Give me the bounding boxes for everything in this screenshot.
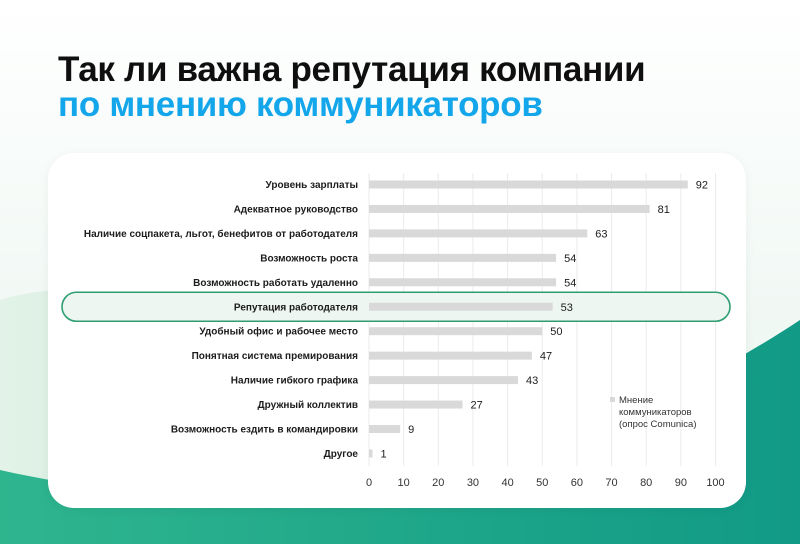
x-tick-label: 70 <box>605 477 618 489</box>
category-label: Репутация работодателя <box>233 302 358 314</box>
bar <box>369 181 688 189</box>
category-label: Наличие гибкого графика <box>230 375 358 387</box>
category-label: Наличие соцпакета, льгот, бенефитов от работодателя <box>83 228 358 240</box>
category-label: Возможность роста <box>260 253 358 265</box>
bar <box>369 401 463 409</box>
x-axis-ticks <box>366 477 725 489</box>
data-label: 50 <box>550 326 563 339</box>
x-tick-label: 90 <box>674 477 687 489</box>
legend-label: (опрос Comunica) <box>619 419 697 430</box>
data-label: 27 <box>470 399 483 412</box>
bar <box>369 229 587 237</box>
legend <box>610 395 696 430</box>
x-tick-label: 40 <box>501 477 514 489</box>
data-label: 53 <box>560 301 573 314</box>
category-label: Возможность работать удаленно <box>193 277 358 289</box>
bar <box>369 278 556 286</box>
bar <box>369 449 372 457</box>
x-tick-label: 20 <box>432 477 445 489</box>
category-label: Возможность ездить в командировки <box>170 424 358 436</box>
bar <box>369 205 650 213</box>
page-subtitle: по мнению коммуникаторов <box>58 85 543 124</box>
category-label: Другое <box>323 448 358 460</box>
data-label: 9 <box>408 424 415 436</box>
data-label: 92 <box>695 179 709 192</box>
data-label: 63 <box>595 228 608 241</box>
data-label: 43 <box>525 375 539 388</box>
legend-swatch <box>610 397 615 402</box>
category-label: Дружный коллектив <box>257 400 358 412</box>
x-tick-label: 80 <box>640 477 653 489</box>
legend-label: Мнение <box>619 395 654 406</box>
x-tick-label: 10 <box>397 477 410 489</box>
data-label: 54 <box>564 277 577 290</box>
x-tick-label: 60 <box>570 477 584 489</box>
bar <box>369 327 542 335</box>
data-label: 54 <box>564 252 577 265</box>
x-tick-label: 100 <box>706 477 725 489</box>
chart-card <box>48 153 746 508</box>
data-label: 81 <box>657 203 670 216</box>
bar-chart <box>48 153 746 508</box>
category-label: Понятная система премирования <box>191 351 358 363</box>
bar <box>369 352 532 360</box>
category-label: Адекватное руководство <box>233 204 358 216</box>
data-label: 47 <box>539 350 553 363</box>
x-tick-label: 0 <box>365 477 373 489</box>
bar <box>369 425 400 433</box>
x-tick-label: 30 <box>466 477 480 489</box>
data-label: 1 <box>380 448 387 461</box>
page-title: Так ли важна репутация компании <box>58 50 646 89</box>
category-label: Удобный офис и рабочее место <box>199 326 358 338</box>
legend-label: коммуникаторов <box>619 407 692 418</box>
bar <box>369 303 553 311</box>
x-tick-label: 50 <box>536 477 549 489</box>
category-label: Уровень зарплаты <box>265 180 358 191</box>
bar <box>369 376 518 384</box>
bar <box>369 254 556 262</box>
